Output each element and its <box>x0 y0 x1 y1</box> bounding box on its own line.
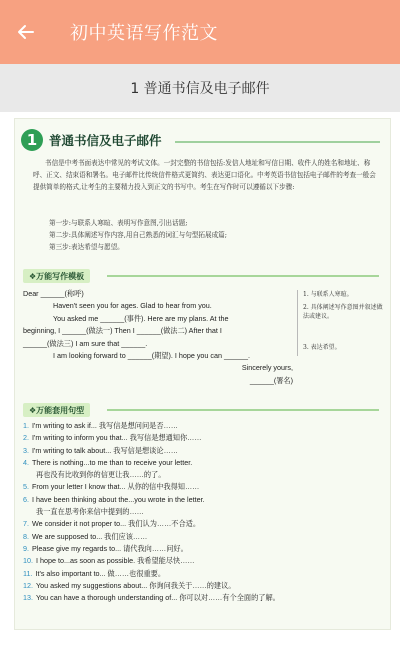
template-line: Sincerely yours, <box>241 363 293 373</box>
template-tag: ❖万能写作模板 <box>23 269 90 283</box>
sentence-item: 5. From your letter I know that... 从你的信中我得知…… <box>23 482 200 492</box>
sentence-item: 12. You asked my suggestions about... 你询问我关于……的建议。 <box>23 580 236 590</box>
article-title: 1 普通书信及电子邮件 <box>0 64 400 112</box>
sentences-tag: ❖万能套用句型 <box>23 403 90 417</box>
scanned-page-image <box>14 118 391 630</box>
section-title: 普通书信及电子邮件 <box>49 133 162 148</box>
sentence-item: 2. I'm writing to inform you that... 我写信是想通知你…… <box>23 433 202 443</box>
template-notes <box>297 290 385 356</box>
sentences-tag-line <box>107 409 379 411</box>
template-line: I am looking forward to ______(期望). I hope you can ______. <box>53 351 250 361</box>
sentence-item: 6. I have been thinking about the...you wrote in the letter. <box>23 494 205 504</box>
section-number: 1 <box>21 129 43 151</box>
step-2: 第二步:具体阐述写作内容,用自己熟悉的词汇与句型拓展成篇; <box>49 231 227 239</box>
sentence-item: 4. There is nothing...to me than to receive your letter. <box>23 457 193 467</box>
sentence-item: 10. I hope to...as soon as possible. 我希望能尽快…… <box>23 556 195 566</box>
template-line: Haven't seen you for ages. Glad to hear from you. <box>53 301 212 311</box>
intro-paragraph <box>33 157 378 193</box>
header-divider <box>175 141 380 143</box>
steps-list <box>49 217 227 253</box>
writing-template <box>23 288 293 387</box>
intro-text: 书信是中考书面表达中常见的考试文体。一封完整的书信包括:发信人地址和写信日期、收件人的姓名和地址、称呼、正文、结束语和署名。电子邮件比传统信件格式更简约、表达更口语化。中考英语书信包括电子邮件的考查一般会提供简单的格式,让考生的主要精力投入到正文的书写中。考生在写作时可以遵循以下步骤: <box>33 159 376 191</box>
sentence-item: 8. We are supposed to... 我们应该…… <box>23 531 148 541</box>
sentence-item: 再也没有比收到你的信更让我……的了。 <box>36 470 166 480</box>
template-line: You asked me ______(事件). Here are my plans. At the <box>53 313 229 323</box>
sentence-patterns <box>23 420 383 604</box>
template-line: ______(做法三) I am sure that ______. <box>23 338 148 348</box>
note-item: 2. 具体阐述写作意图并叙述做法或建议。 <box>303 304 383 320</box>
template-line: ______(署名) <box>249 375 293 385</box>
sentence-item: 3. I'm writing to talk about... 我写信是想谈论…… <box>23 445 178 455</box>
template-line: Dear ______(称呼) <box>23 289 84 298</box>
back-arrow-icon[interactable] <box>14 20 38 44</box>
template-tag-line <box>107 275 379 277</box>
step-1: 第一步:与联系人寒暄、表明写作意图,引出话题; <box>49 219 188 227</box>
sentence-item: 我一直在思考你来信中提到的…… <box>36 507 144 517</box>
sentence-item: 1. I'm writing to ask if... 我写信是想问问是否…… <box>23 421 178 430</box>
sentence-item: 9. Please give my regards to... 请代我向……问好。 <box>23 543 188 553</box>
sentence-item: 11. It's also important to... 做……也很重要。 <box>23 568 166 578</box>
note-item: 3. 表达希望。 <box>303 344 341 351</box>
note-item: 1. 与联系人寒暄。 <box>303 291 353 298</box>
app-bar <box>0 0 400 64</box>
sentence-item: 13. You can have a thorough understanding of... 你可以对……有个全面的了解。 <box>23 593 280 603</box>
sentence-item: 7. We consider it not proper to... 我们认为……不合适。 <box>23 519 201 529</box>
step-3: 第三步:表达希望与愿望。 <box>49 243 124 251</box>
template-line: beginning, I ______(做法一) Then I ______(做法二) After that I <box>23 326 222 336</box>
app-title: 初中英语写作范文 <box>70 23 218 44</box>
section-header <box>21 129 162 151</box>
